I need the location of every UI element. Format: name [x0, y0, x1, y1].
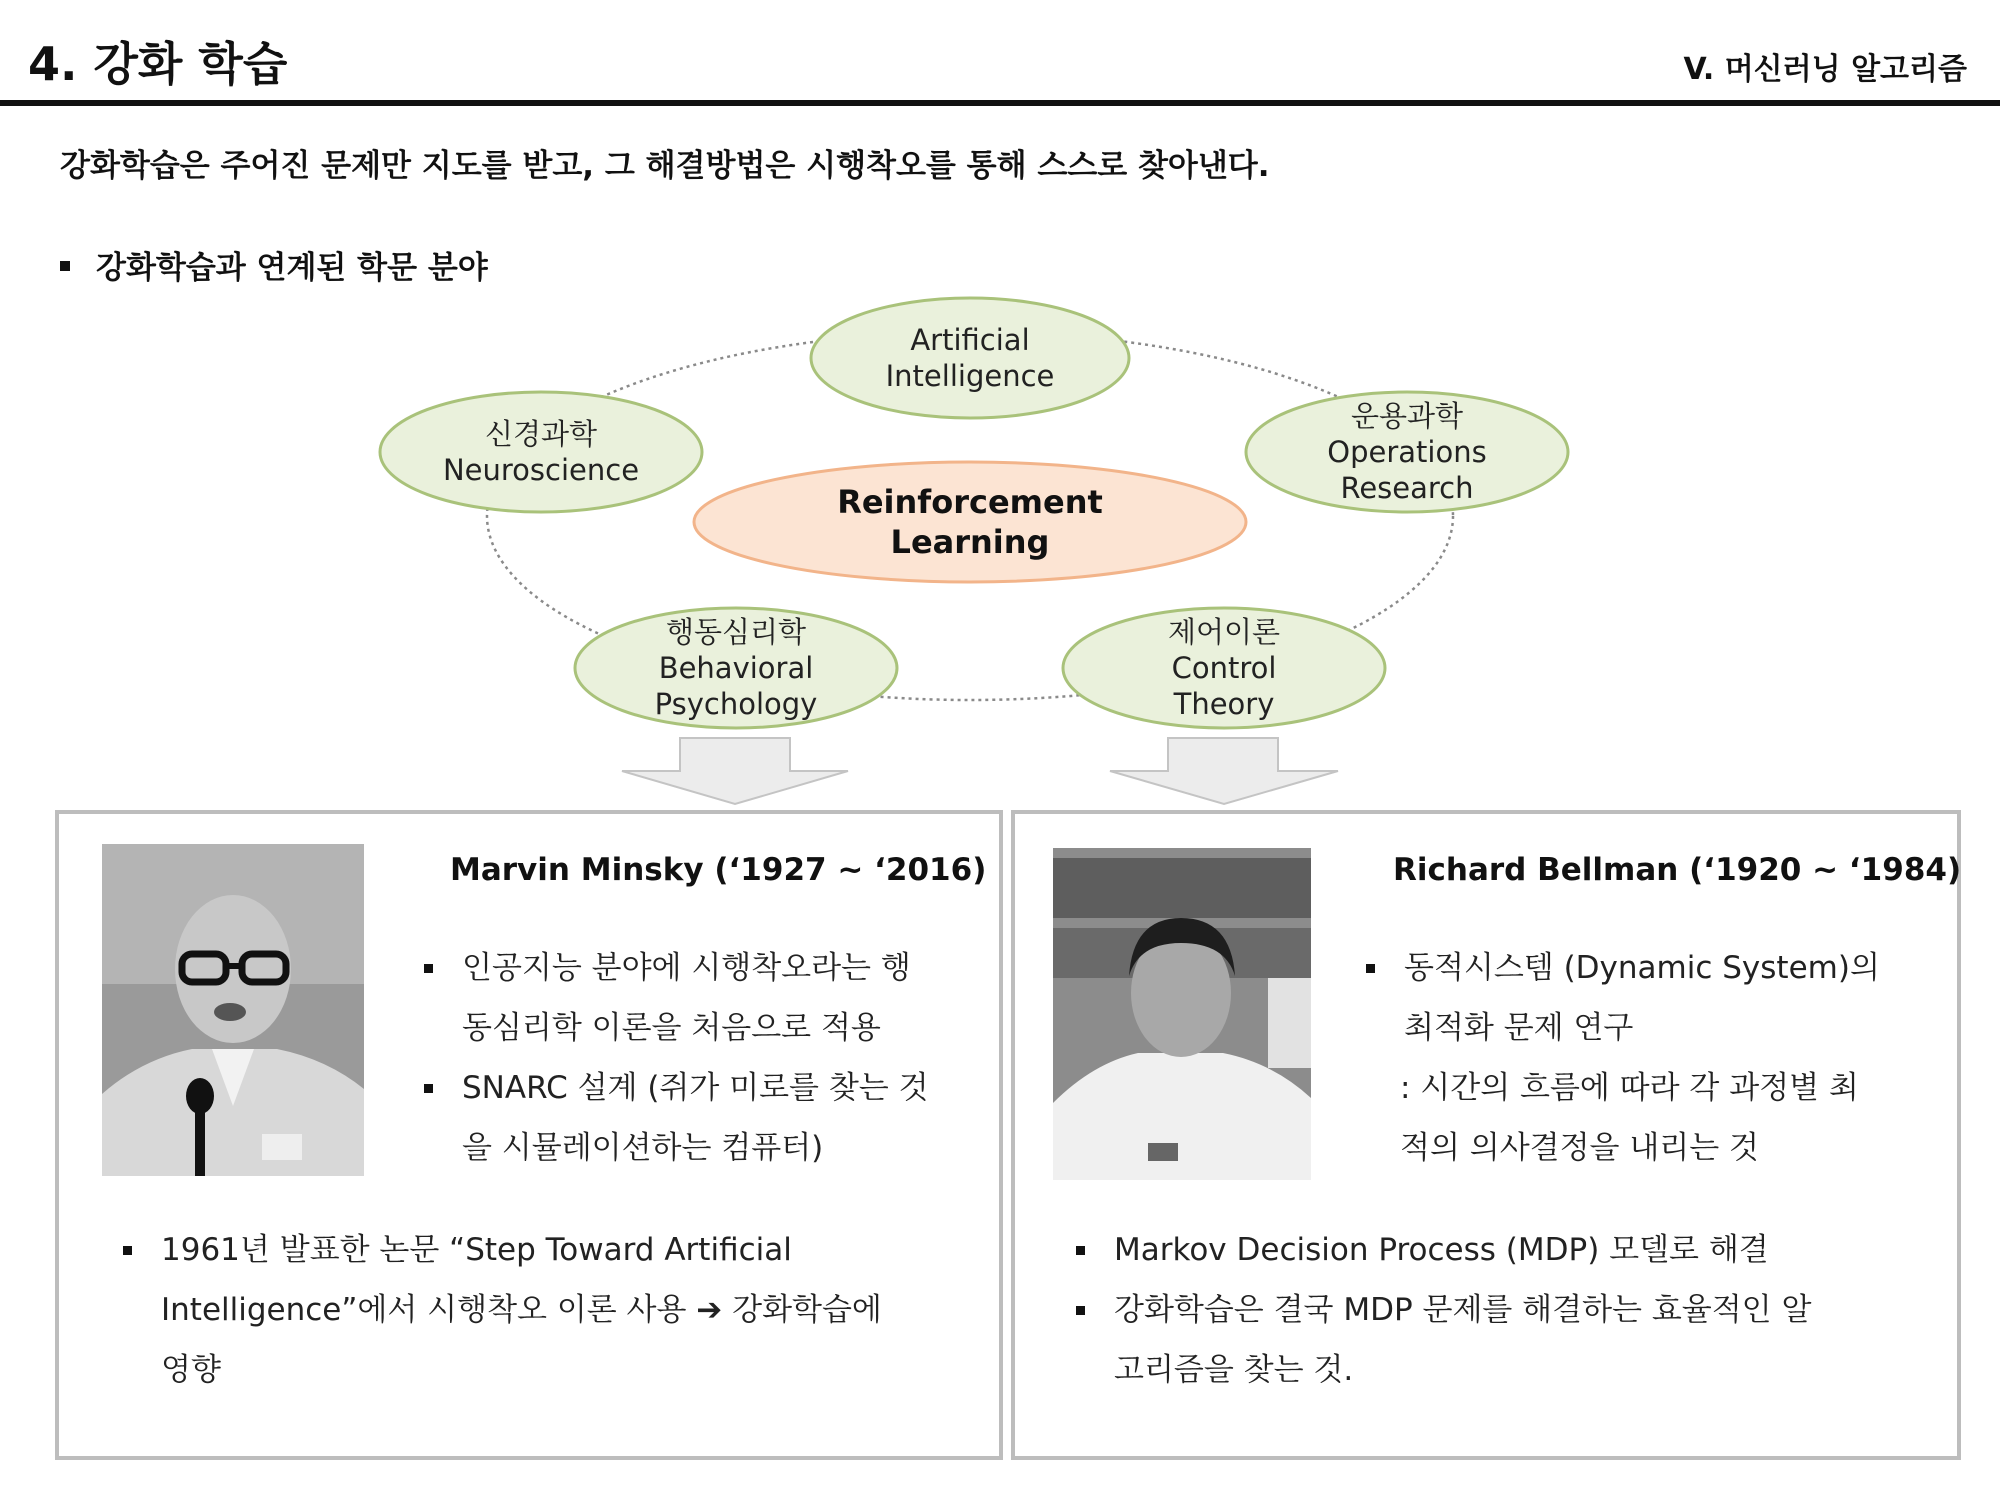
bellman-bullets	[1366, 938, 1946, 1058]
section-label: V. 머신러닝 알고리즘	[1683, 52, 1967, 87]
list-item: 인공지능 분야에 시행착오라는 행 동심리학 이론을 처음으로 적용	[424, 938, 994, 1058]
minsky-bullets	[424, 938, 994, 1178]
list-item: Markov Decision Process (MDP) 모델로 해결	[1076, 1220, 1956, 1280]
bellman-name: Richard Bellman (‘1920 ~ ‘1984)	[1393, 852, 1962, 888]
node-behavioral-psychology: 행동심리학 Behavioral Psychology	[654, 615, 818, 721]
list-item: SNARC 설계 (쥐가 미로를 찾는 것 을 시뮬레이션하는 컴퓨터)	[424, 1058, 994, 1178]
node-operations-research: 운용과학 Operations Research	[1327, 399, 1487, 505]
node-neuroscience: 신경과학 Neuroscience	[442, 417, 640, 487]
page-title: 4. 강화 학습	[28, 37, 288, 91]
subheading-text: 강화학습과 연계된 학문 분야	[96, 250, 488, 286]
bellman-photo	[1053, 848, 1311, 1180]
minsky-bottom-bullets	[123, 1220, 993, 1400]
bellman-bottom-bullets	[1076, 1220, 1956, 1400]
center-node-reinforcement-learning: Reinforcement Learning	[837, 483, 1103, 561]
list-item: 동적시스템 (Dynamic System)의 최적화 문제 연구	[1366, 938, 1946, 1058]
minsky-photo	[102, 844, 364, 1176]
node-control-theory: 제어이론 Control Theory	[1167, 615, 1281, 721]
down-arrow-right	[1110, 738, 1338, 804]
intro-text: 강화학습은 주어진 문제만 지도를 받고, 그 해결방법은 시행착오를 통해 스스로 찾아낸다.	[60, 148, 1270, 184]
list-item: 강화학습은 결국 MDP 문제를 해결하는 효율적인 알 고리즘을 찾는 것.	[1076, 1280, 1956, 1400]
down-arrow-left	[622, 738, 848, 804]
bellman-note: : 시간의 흐름에 따라 각 과정별 최 적의 의사결정을 내리는 것	[1400, 1070, 1859, 1166]
minsky-name: Marvin Minsky (‘1927 ~ ‘2016)	[450, 852, 987, 888]
list-item: 1961년 발표한 논문 “Step Toward Artificial Intelligence”에서 시행착오 이론 사용 ➔ 강화학습에 영향	[123, 1220, 993, 1400]
node-artificial-intelligence: Artificial Intelligence	[885, 323, 1055, 393]
